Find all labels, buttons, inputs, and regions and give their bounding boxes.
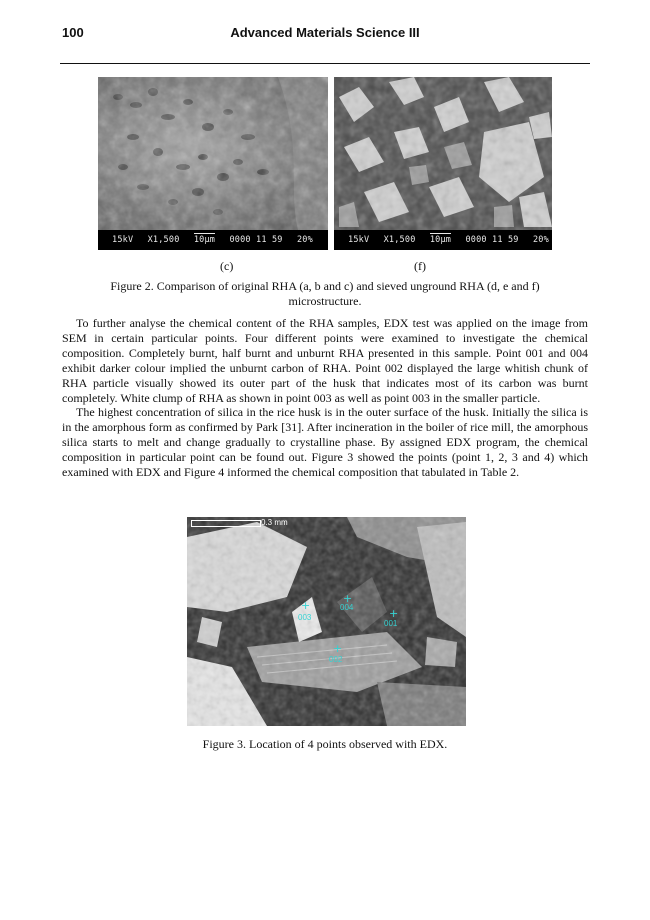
sem-databar-c (98, 230, 328, 250)
databar-kv: 15kV (348, 235, 370, 245)
page-number: 100 (62, 25, 84, 40)
databar-magnification: X1,500 (147, 235, 180, 245)
scale-bar-figure3 (191, 520, 261, 527)
paragraph-1: To further analyse the chemical content of the RHA samples, EDX test was applied on the image from SEM in certain particular points. Four different points were examined to investigate the chemical composition. Completely burnt, half burnt and unburnt RHA presented in this sample. Point 001 and 004 exhibit darker colour implied the unburnt carbon of RHA. Point 002 displayed the large whitish chunk of RHA particle visually showed its outer part of the husk that indicates most of its carbon was burnt completely. White clump of RHA as shown in point 003 as well as point 003 in the smaller particle. (62, 316, 588, 405)
scale-label-figure3: 0.3 mm (261, 518, 288, 527)
databar-signal: 20% (532, 235, 549, 245)
body-text (62, 316, 588, 480)
databar-magnification: X1,500 (383, 235, 416, 245)
marker-001-icon: + (389, 607, 399, 620)
marker-003-icon: + (301, 599, 311, 612)
running-header-title: Advanced Materials Science III (230, 25, 420, 40)
figure2-caption (60, 279, 590, 309)
databar-scale: 10µm (194, 230, 215, 250)
sem-texture-f (334, 77, 552, 230)
databar-id: 0000 11 59 (229, 235, 283, 245)
sem-image-c (98, 77, 328, 250)
sem-texture-c (98, 77, 328, 230)
panel-label-f: (f) (414, 259, 426, 273)
point-label-004: 004 (340, 603, 354, 612)
sem-image-f (334, 77, 552, 250)
figure2-caption-line2: microstructure. (288, 294, 362, 308)
panel-label-c: (c) (220, 259, 234, 273)
point-label-003: 003 (298, 613, 312, 622)
sem-texture-figure3 (187, 517, 466, 726)
paragraph-2: The highest concentration of silica in the rice husk is in the outer surface of the husk. Initially the silica is in the amorphous form as confirmed by Park [31]. After incineration in the boiler of rice mill, the amorphous silica starts to melt and change gradually to crystalline phase. By assigned EDX program, the chemical composition in particular point can be found out. Figure 3 showed the points (point 1, 2, 3 and 4) which examined with EDX and Figure 4 informed the chemical composition that tabulated in Table 2. (62, 405, 588, 480)
marker-002-icon: + (333, 642, 343, 655)
point-label-002: 002 (329, 655, 343, 664)
point-label-001: 001 (384, 619, 398, 628)
header-rule (60, 63, 590, 64)
databar-signal: 20% (296, 235, 313, 245)
sem-databar-f (334, 230, 552, 250)
marker-004-icon: + (343, 592, 353, 605)
databar-scale: 10µm (430, 230, 451, 250)
figure3-caption: Figure 3. Location of 4 points observed with EDX. (202, 737, 448, 751)
databar-kv: 15kV (112, 235, 134, 245)
databar-id: 0000 11 59 (465, 235, 519, 245)
figure2-caption-line1: Figure 2. Comparison of original RHA (a, b and c) and sieved unground RHA (d, e and f) (110, 279, 540, 293)
sem-image-figure3 (187, 517, 466, 726)
